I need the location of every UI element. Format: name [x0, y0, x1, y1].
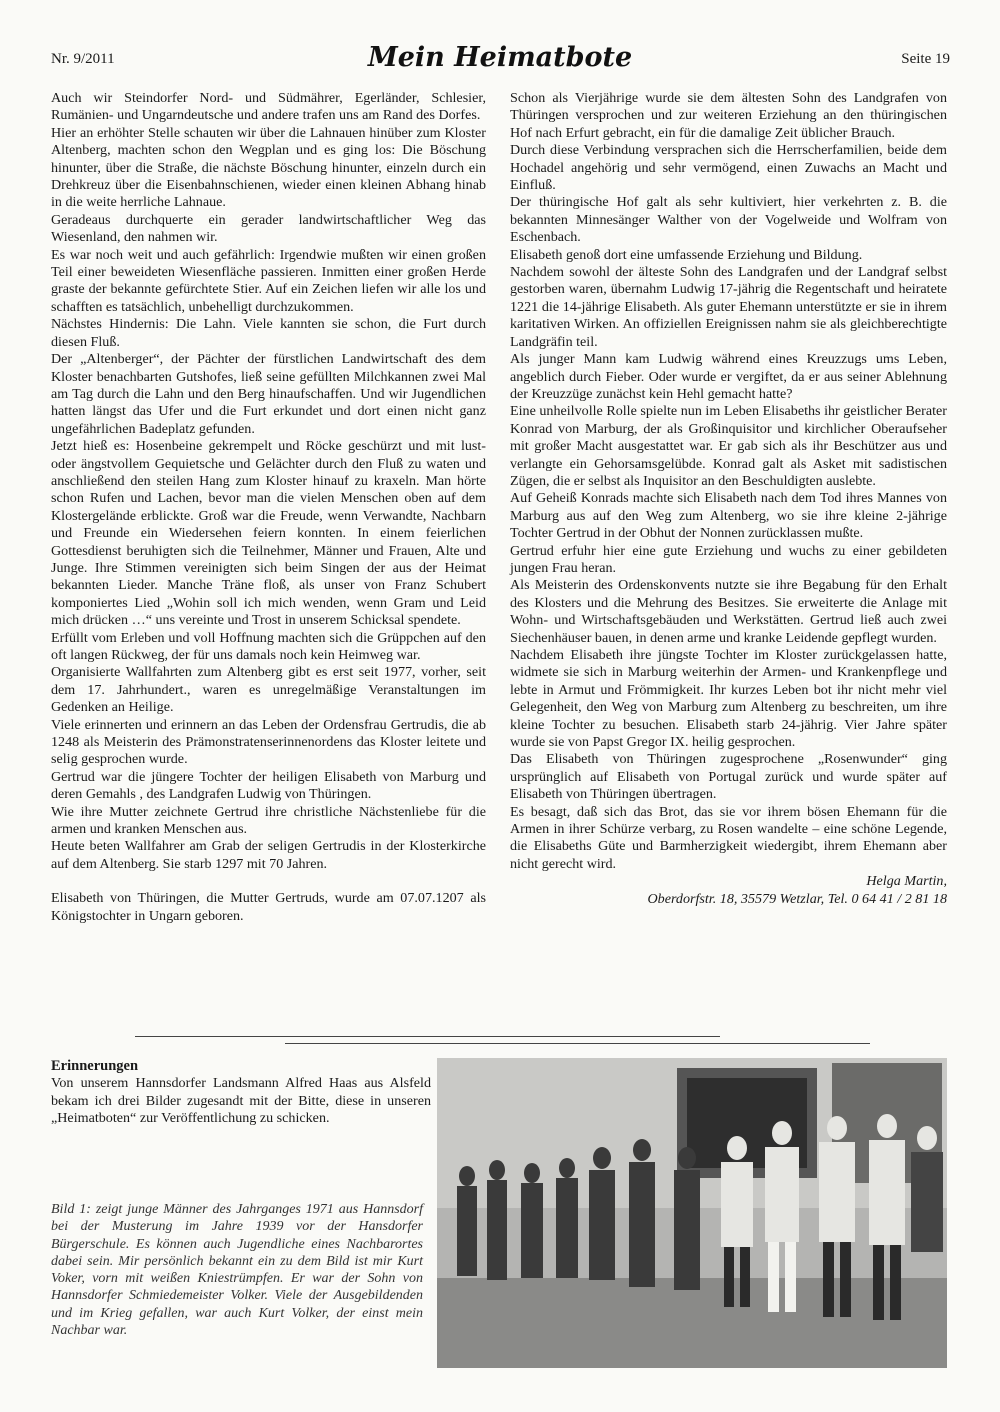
section-text: Von unserem Hannsdorfer Landsmann Alfred Haas aus Alsfeld bekam ich drei Bilder zugesandt mit der Bitte, diese in unseren „Heimatboten“ zur Veröffentlichung zu schicken. — [51, 1075, 431, 1127]
paragraph: Gertrud erfuhr hier eine gute Erziehung und wuchs zu einer gebildeten jungen Frau heran. — [510, 542, 947, 576]
paragraph: Gertrud war die jüngere Tochter der heiligen Elisabeth von Marburg und deren Gemahls , des Landgrafen Ludwig von Thüringen. — [51, 768, 486, 803]
paragraph: Elisabeth von Thüringen, die Mutter Gertruds, wurde am 07.07.1207 als Königstochter in Ungarn geboren. — [51, 890, 486, 924]
paragraph: Geradeaus durchquerte ein gerader landwirtschaftlicher Weg das Wiesenland, den nahmen wir. — [51, 211, 486, 246]
author-name: Helga Martin, — [866, 873, 947, 890]
paragraph: Hier an erhöhter Stelle schauten wir über die Lahnauen hinüber zum Kloster Altenberg, machten schon den Wegplan und es ging los: Die Böschung hinunter, über die Straße, die nächste Böschung hinunter, einzeln durch ein Drehkreuz über die Eisenbahnschienen, wieder einen kleinen Abhang hinab in die weite herrliche Lahnaue. — [51, 124, 486, 211]
paragraph: Als junger Mann kam Ludwig während eines Kreuzzugs ums Leben, angeblich durch Fieber. Oder wurde er vergiftet, da er aus seiner Ablehnung der Kreuzzüge zunächst kein Hehl gemacht hatte? — [510, 351, 947, 402]
paragraph: Erfüllt vom Erleben und voll Hoffnung machten sich die Grüppchen auf den oft langen Rückweg, der für uns damals noch kein Heimweg war. — [51, 629, 486, 663]
paragraph: Wie ihre Mutter zeichnete Gertrud ihre christliche Nächstenliebe für die armen und kranken Menschen aus. — [51, 803, 486, 838]
paragraph: Nachdem Elisabeth ihre jüngste Tochter im Kloster zurückgelassen hatte, widmete sie sich in Marburg weiterhin der Armen- und Krankenpflege und lebte in Armut und Frömmigkeit. Ihr kurzes Leben bot ihr nicht mehr viel Gelegenheit, den Weg von Marburg zum Altenberg zu beschreiten, um ihre kleine Tochter zu besuchen. Elisabeth starb 24-jährig. Vier Jahre später wurde sie von Papst Gregor IX. heilig gesprochen. — [510, 647, 947, 751]
section-heading: Erinnerungen — [51, 1058, 139, 1074]
author-address: Oberdorfstr. 18, 35579 Wetzlar, Tel. 0 64 41 / 2 81 18 — [647, 890, 947, 907]
paragraph: Nachdem sowohl der älteste Sohn des Landgrafen und der Landgraf selbst gestorben waren, übernahm Ludwig 17-jährig die Regentschaft und heiratete 1221 die 14-jährige Elisabeth. Als guter Ehemann unterstützte er sie in ihrem karitativen Wirken. An offiziellen Ereignissen nahm sie als gleichberechtigte Landgräfin teil. — [510, 264, 947, 350]
paragraph: Nächstes Hindernis: Die Lahn. Viele kannten sie schon, die Furt durch diesen Fluß. — [51, 316, 486, 350]
paragraph: Es besagt, daß sich das Brot, das sie vor ihrem bösen Ehemann für die Armen in ihrer Schürze verbarg, zu Rosen wandelte – eine schöne Legende, die Elisabeths Güte und Barmherzigkeit wiedergibt, ihrem Ehemann aber nicht gerecht wird. — [510, 803, 947, 872]
paragraph: Eine unheilvolle Rolle spielte nun im Leben Elisabeths ihr geistlicher Berater Konrad von Marburg, der als Großinquisitor und kirchlicher Oberaufseher mit großer Macht ausgestattet war. Er gab sich als ihr Beschützer aus und verlangte ein Gehorsamsgelübde. Konrad galt als Asket mit sadistischen Zügen, die er selbst als Inquisitor an den Beschuldigten auslebte. — [510, 403, 947, 489]
masthead-logo — [367, 36, 633, 76]
paragraph: Das Elisabeth von Thüringen zugesprochene „Rosenwunder“ ging ursprünglich auf Elisabeth von Portugal zurück und wurde später auf Elisabeth von Thüringen übertragen. — [510, 751, 947, 803]
svg-text:Mein Heimatbote: Mein Heimatbote — [367, 42, 633, 73]
paragraph: Der „Altenberger“, der Pächter der fürstlichen Landwirtschaft des dem Kloster benachbarten Gutshofes, ließ seine gefüllten Milchkannen zwei Mal am Tag durch die Lahn und den Berg hinaufschaffen. Und wir Jugendlichen hatten längst das Ufer und die Furt erkundet und dort einen nicht ganz ungefährlichen Badeplatz gefunden. — [51, 351, 486, 437]
paragraph: Elisabeth genoß dort eine umfassende Erziehung und Bildung. — [510, 246, 863, 263]
paragraph: Der thüringische Hof galt als sehr kultiviert, hier verkehrten z. B. die bekannten Minnesänger Walther von der Vogelweide und Wolfram von Eschenbach. — [510, 194, 947, 246]
paragraph: Auf Geheiß Konrads machte sich Elisabeth nach dem Tod ihres Mannes von Marburg aus auf den Weg zum Altenberg, wo sie ihre kleine 2-jährige Tochter Gertrud in der Obhut der Nonnen zurücklassen mußte. — [510, 490, 947, 542]
page-number: Seite 19 — [901, 51, 950, 67]
paragraph: Schon als Vierjährige wurde sie dem ältesten Sohn des Landgrafen von Thüringen versprochen und zur weiteren Erziehung an den thüringischen Hof nach Erfurt gebracht, ein für die damalige Zeit üblicher Brauch. — [510, 90, 947, 141]
group-photo — [437, 1058, 947, 1368]
right-column — [510, 90, 947, 908]
paragraph: Jetzt hieß es: Hosenbeine gekrempelt und Röcke geschürzt und mit lust- oder ängstvollem Gequietsche und Gelächter durch den Fluß zu waten und anschließend den steilen Hang zum Kloster hinauf zu kraxeln. Man hörte schon Rufen und Lachen, bevor man die vielen Menschen oben auf dem Klostergelände erblickte. Groß war die Freude, wenn Verwandte, Nachbarn und Freunde ein Wiedersehen feiern konnten. In einem feierlichen Gottesdienst beruhigten sich die Teilnehmer, Männer und Frauen, Alte und Junge. Ihre Stimmen vereinigten sich beim Singen der aus der Heimat bekannten Lieder. Manche Träne floß, als unser von Franz Schubert komponiertes Lied „Wohin soll ich mich wenden, wenn Gram und Leid mich drücken …“ uns vereinte und Trost in unserem Schicksal spendete. — [51, 438, 486, 629]
paragraph: Durch diese Verbindung versprachen sich die Herrscherfamilien, beide dem Hochadel angehörig und sehr vermögend, einen Zuwachs an Macht und Einfluß. — [510, 142, 947, 194]
paragraph: Heute beten Wallfahrer am Grab der seligen Gertrudis in der Klosterkirche auf dem Altenberg. Sie starb 1297 mit 70 Jahren. — [51, 838, 486, 872]
paragraph: Auch wir Steindorfer Nord- und Südmährer, Egerländer, Schlesier, Rumänien- und Ungarndeutsche und andere trafen uns am Rand des Dorfes. — [51, 90, 486, 124]
left-column — [51, 90, 486, 925]
photo-caption: Bild 1: zeigt junge Männer des Jahrganges 1971 aus Hannsdorf bei der Musterung im Jahre 1939 vor der Hansdorfer Bürgerschule. Es können auch Jugendliche eines Nachbarortes dabei sein. Mir persönlich bekannt ein zu dem Bild ist mir Kurt Voker, vorn mit weißen Kniestrümpfen. Er war der Sohn von Hannsdorfer Schmiedemeister Volker. Viele der Ausgebildenden und im Krieg gefallen, war auch Kurt Volker, der einst mein Nachbar war. — [51, 1202, 423, 1339]
divider — [135, 1036, 720, 1037]
issue-number: Nr. 9/2011 — [51, 51, 115, 67]
paragraph: Es war noch weit und auch gefährlich: Irgendwie mußten wir einen großen Teil einer beweideten Wiesenfläche passieren. Inmitten einer großen Herde graste der bekannte gefürchtete Stier. Auf ein Zeichen liefen wir alle los und schafften es tatsächlich, unbehelligt durchzukommen. — [51, 246, 486, 315]
divider — [285, 1043, 870, 1044]
erinnerungen-section — [51, 1058, 431, 1128]
paragraph: Viele erinnerten und erinnern an das Leben der Ordensfrau Gertrudis, die ab 1248 als Meisterin des Prämonstratenserinnenordens das Kloster leitete und selig gesprochen wurde. — [51, 716, 486, 768]
paragraph: Organisierte Wallfahrten zum Altenberg gibt es erst seit 1977, vorher, seit dem 17. Jahrhundert., waren es unregelmäßige Veranstaltungen im Gedenken an Heilige. — [51, 664, 486, 716]
paragraph: Als Meisterin des Ordenskonvents nutzte sie ihre Begabung für den Erhalt des Klosters und die Mehrung des Besitzes. Sie erweiterte die Anlage mit Wohn- und Wirtschaftsgebäuden und Werkstätten. Gertrud ließ auch zwei Siechenhäuser bauen, in denen arme und kranke Leidende gepflegt wurden. — [510, 577, 947, 646]
